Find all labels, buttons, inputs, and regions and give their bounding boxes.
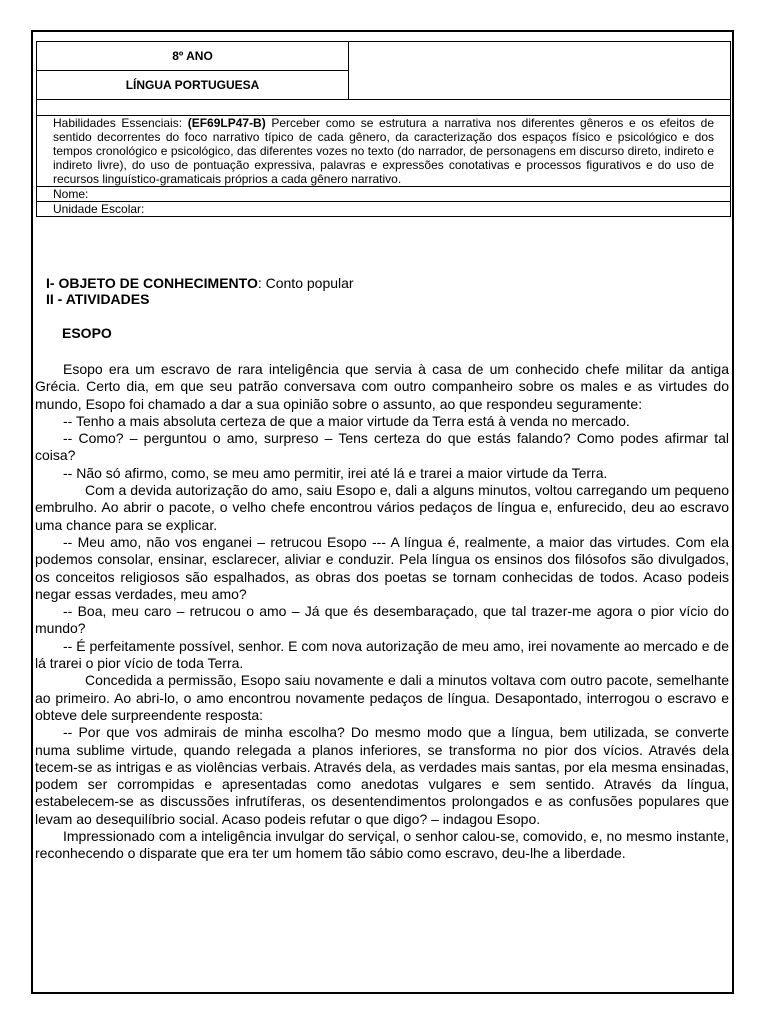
activities-label: II - ATIVIDADES bbox=[46, 291, 150, 307]
subject-cell bbox=[37, 71, 349, 100]
skills-text: Perceber como se estrutura a narrativa nos diferentes gêneros e os efeitos de sentido decorrentes do foco narrativo típico de cada gênero, da caracterização dos espaços físico e psicológico e dos tempos cronológico e psicológico, das diferentes vozes no texto (do narrador, de personagens em discurso direto, indireto e indireto livre), do uso de pontuação expressiva, palavras e expressões conotativas e processos figurativos e do uso de recursos linguístico-gramaticais próprios a cada gênero narrativo. bbox=[53, 116, 715, 186]
section-headings bbox=[46, 275, 354, 307]
story-title: ESOPO bbox=[62, 325, 112, 341]
story-paragraph: -- Por que vos admirais de minha escolha? Do mesmo modo que a língua, bem utilizada, se converte numa sublime virtude, quando relegada a planos inferiores, se transforma no pior dos vícios. Através dela tecem-se as intrigas e as violências verbais. Através dela, as verdades mais santas, por ela mesma ensinadas, podem ser corrompidas e apresentadas como anedotas vulgares e sem sentido. Através da língua, estabelecem-se as discussões infrutíferas, os desentendimentos prolongados e as confusões populares que levam ao desequilíbrio social. Acaso podeis refutar o que digo? – indagou Esopo. bbox=[35, 724, 729, 827]
story-paragraph: Concedida a permissão, Esopo saiu novamente e dali a minutos voltava com outro pacote, semelhante ao primeiro. Ao abri-lo, o amo encontrou novamente pedaços de língua. Desapontado, interrogou o escravo e obteve dele surpreendente resposta: bbox=[35, 672, 729, 723]
story-paragraph: Impressionado com a inteligência invulgar do serviçal, o senhor calou-se, comovido, e, no mesmo instante, reconhecendo o disparate que era ter um homem tão sábio como escravo, deu-lhe a liberdade. bbox=[35, 828, 729, 862]
object-value: : Conto popular bbox=[257, 275, 354, 291]
skills-code: (EF69LP47-B) bbox=[187, 116, 266, 130]
story-paragraph: -- Como? – perguntou o amo, surpreso – Tens certeza do que estás falando? Como podes afirmar tal coisa? bbox=[35, 430, 729, 464]
skills-cell bbox=[37, 116, 731, 187]
subject-label: LÍNGUA PORTUGUESA bbox=[125, 78, 260, 92]
object-heading bbox=[46, 275, 354, 291]
spacer-row bbox=[37, 100, 731, 116]
grade-cell bbox=[37, 42, 349, 71]
object-label: I- OBJETO DE CONHECIMENTO bbox=[46, 275, 258, 291]
header-table bbox=[36, 41, 731, 217]
grade-label: 8º ANO bbox=[172, 49, 213, 63]
story-paragraph: -- Tenho a mais absoluta certeza de que a maior virtude da Terra está à venda no mercado. bbox=[63, 412, 630, 429]
story-paragraph: -- É perfeitamente possível, senhor. E com nova autorização de meu amo, irei novamente ao mercado e de lá trarei o pior vício de toda Terra. bbox=[35, 637, 729, 672]
story-paragraph: Esopo era um escravo de rara inteligência que servia à casa de um conhecido chefe militar da antiga Grécia. Certo dia, em que seu patrão conversava com outro companheiro sobre os males e as virtudes do mundo, Esopo foi chamado a dar a sua opinião sobre o assunto, ao que respondeu seguramente: bbox=[35, 361, 729, 412]
story-paragraph: -- Boa, meu caro – retrucou o amo – Já que és desembaraçado, que tal trazer-me agora o pior vício do mundo? bbox=[35, 603, 729, 637]
story-paragraph: Com a devida autorização do amo, saiu Esopo e, dali a alguns minutos, voltou carregando um pequeno embrulho. Ao abrir o pacote, o velho chefe encontrou vários pedaços de língua e, enfurecido, deu ao escravo uma chance para se explicar. bbox=[35, 482, 729, 533]
name-field[interactable] bbox=[37, 187, 731, 202]
story-paragraph: -- Não só afirmo, como, se meu amo permitir, irei até lá e trarei a maior virtude da Terra. bbox=[63, 464, 608, 481]
skills-label: Habilidades Essenciais: bbox=[53, 116, 183, 130]
story-body bbox=[35, 361, 729, 863]
name-label: Nome: bbox=[53, 187, 89, 201]
school-label: Unidade Escolar: bbox=[53, 202, 145, 216]
school-field[interactable] bbox=[37, 202, 731, 217]
story-paragraph: -- Meu amo, não vos enganei – retrucou Esopo --- A língua é, realmente, a maior das virtudes. Com ela podemos consolar, ensinar, esclarecer, aliviar e conduzir. Pela língua os ensinos dos filósofos são divulgados, os conceitos religiosos são espalhados, as obras dos poetas se tornam conhecidas de todos. Acaso podeis negar essas verdades, meu amo? bbox=[35, 533, 729, 602]
activities-heading bbox=[46, 291, 354, 307]
blank-cell bbox=[349, 42, 731, 100]
